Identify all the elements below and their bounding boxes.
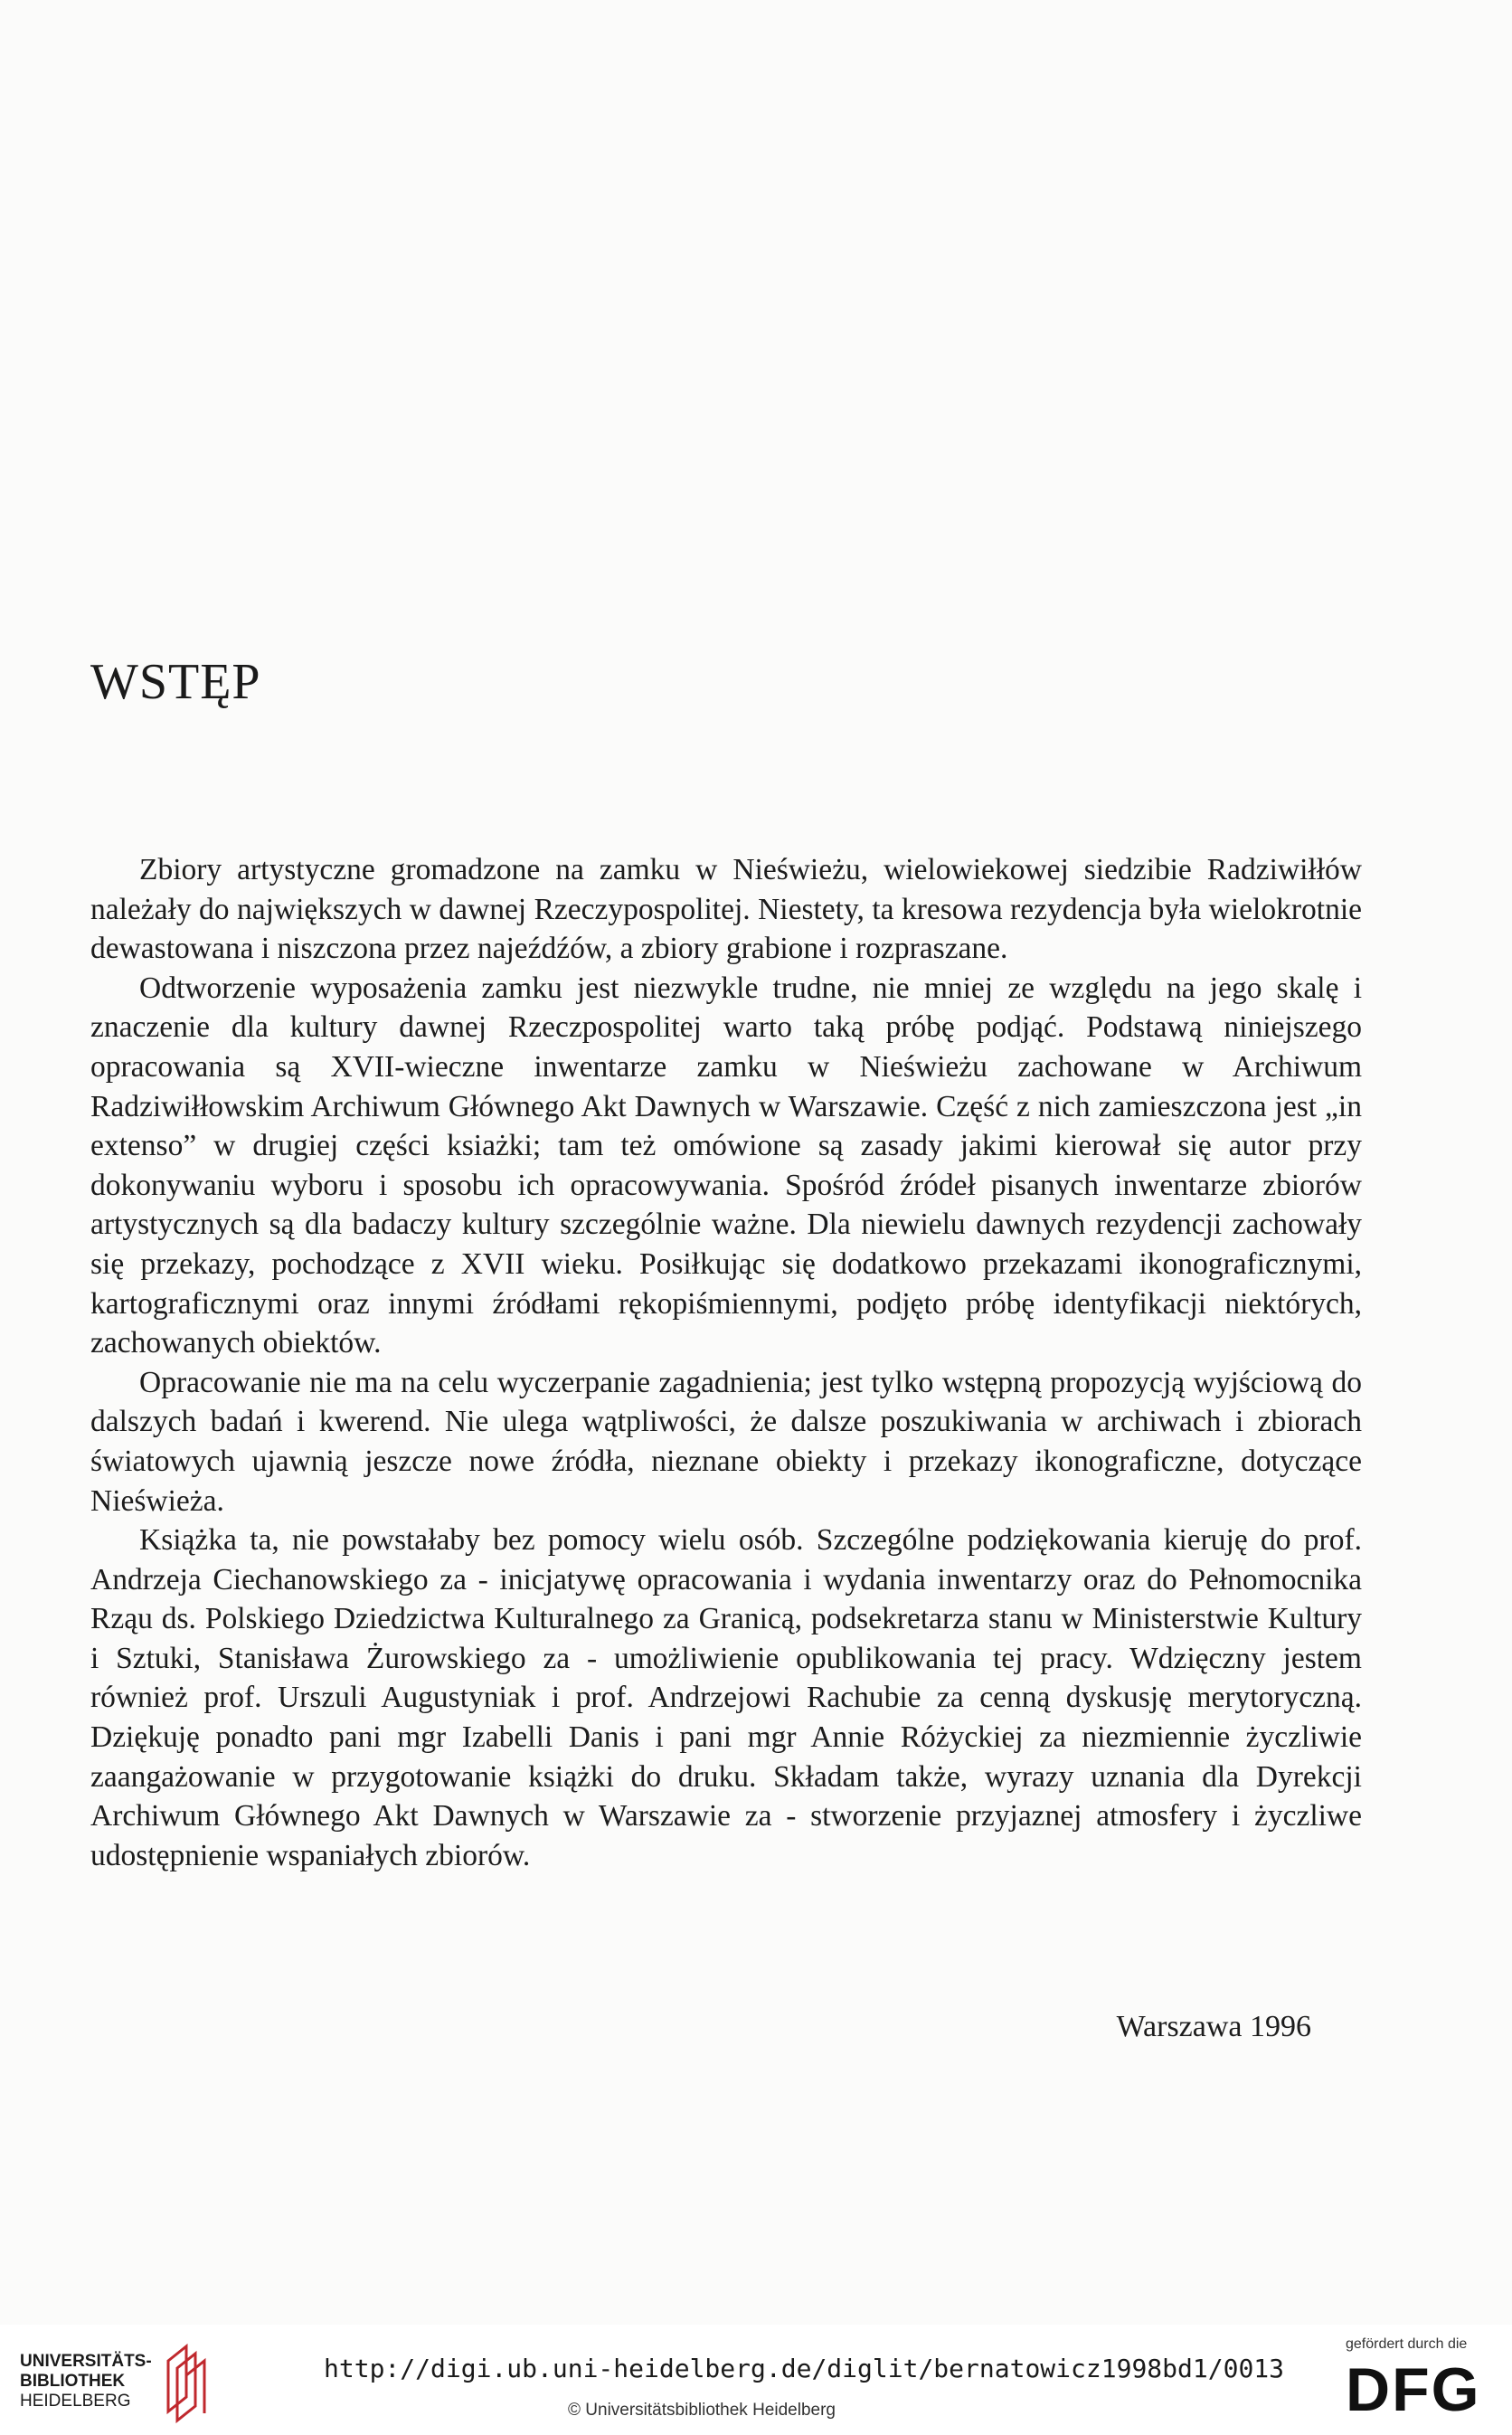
dfg-logo: DFG <box>1346 2355 1481 2424</box>
paragraph: Zbiory artystyczne gromadzone na zamku w Nieświeżu, wielowiekowej siedzibie Radziwiłłów należały do największych w dawnej Rzeczypospolitej. Niestety, ta kresowa rezydencja była wielokrotnie dewastowana i niszczona przez najeźdźów, a zbiory grabione i rozpraszane. <box>90 853 1362 966</box>
paragraph: Odtworzenie wyposażenia zamku jest niezwykle trudne, nie mniej ze względu na jego skalę i znaczenie dla kultury dawnej Rzeczpospolitej warto taką próbę podjąć. Podstawą niniejszego opracowania są XVII-wieczne inwentarze zamku w Nieświeżu zachowane w Archiwum Radziwiłłowskim Archiwum Głównego Akt Dawnych w Warszawie. Część z nich zamieszczona jest „in extenso” w drugiej części ksiażki; tam też omówione są zasady jakimi kierował się autor przy dokonywaniu wyboru i sposobu ich opracowywania. Spośród źródeł pisanych inwentarze zbiorów artystycznych są dla badaczy kultury szczególnie ważne. Dla niewielu dawnych rezydencji zachowały się przekazy, pochodzące z XVII wieku. Posiłkując się dodatkowo przekazami ikonograficznymi, kartograficznymi oraz innymi źródłami rękopiśmiennymi, podjęto próbę identyfikacji niektórych, zachowanych obiektów. <box>90 971 1362 1360</box>
body-text <box>90 850 1362 1875</box>
permalink-url[interactable]: http://digi.ub.uni-heidelberg.de/diglit/bernatowicz1998bd1/0013 <box>324 2354 1285 2383</box>
paragraph: Książka ta, nie powstałaby bez pomocy wielu osób. Szczególne podziękowania kieruję do prof. Andrzeja Ciechanowskiego za - inicjatywę opracowania i wydania inwentarzy oraz do Pełnomocnika Rząu ds. Polskiego Dziedzictwa Kulturalnego za Granicą, podsekretarza stanu w Ministerstwie Kultury i Sztuki, Stanisława Żurowskiego za - umożliwienie opublikowania tej pracy. Wdzięczny jestem również prof. Urszuli Augustyniak i prof. Andrzejowi Rachubie za cenną dyskusję merytoryczną. Dziękuję ponadto pani mgr Izabelli Danis i pani mgr Annie Różyckiej za niezmiennie życzliwie zaangażowanie w przygotowanie książki do druku. Składam także, wyrazy uznania dla Dyrekcji Archiwum Głównego Akt Dawnych w Warszawie za - stworzenie przyjaznej atmosfery i życzliwe udostępnienie wspaniałych zbiorów. <box>90 1523 1362 1872</box>
page-title: WSTĘP <box>90 654 261 710</box>
paragraph: Opracowanie nie ma na celu wyczerpanie zagadnienia; jest tylko wstępną propozycją wyjściową do dalszych badań i kwerend. Nie ulega wątpliwości, że dalsze poszukiwania w archiwach i zbiorach światowych ujawnią jeszcze nowe źródła, nieznane obiekty i przekazy ikonograficzne, dotyczące Nieświeża. <box>90 1365 1362 1518</box>
library-name-line: HEIDELBERG <box>20 2392 131 2411</box>
place-date-signoff: Warszawa 1996 <box>1116 2010 1311 2043</box>
library-name-line: UNIVERSITÄTS- <box>20 2352 152 2371</box>
library-logo <box>20 2352 152 2411</box>
ub-heidelberg-logo-icon <box>161 2343 215 2426</box>
funding-note: gefördert durch die <box>1346 2336 1468 2352</box>
copyright-notice: © Universitätsbibliothek Heidelberg <box>568 2401 836 2420</box>
library-name-line: BIBLIOTHEK <box>20 2372 126 2391</box>
